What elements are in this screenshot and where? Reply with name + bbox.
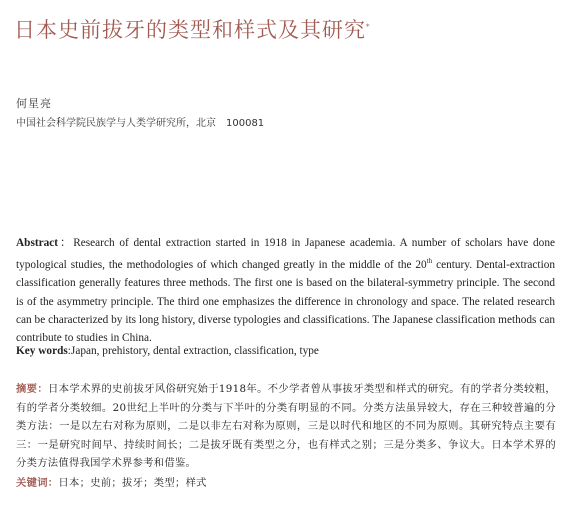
english-keywords-separator: : (67, 345, 71, 357)
english-abstract-text-part1: Research of dental extraction started in 1918 in Japanese academia. A number of scholars have done typological studies, the methodologies of which changed greatly in the middle of the 20 (16, 237, 555, 272)
english-keywords-label: Key words (16, 345, 68, 357)
english-abstract-separator: ： (58, 237, 74, 249)
article-title-text: 日本史前拔牙的类型和样式及其研究 (14, 18, 366, 42)
chinese-abstract-separator: ： (37, 383, 49, 395)
title-footnote-marker: * (366, 23, 371, 31)
chinese-keywords-label: 关键词 (16, 477, 48, 489)
english-keywords (16, 343, 555, 359)
author-name: 何星亮 (16, 97, 52, 110)
chinese-keywords-separator: ： (47, 477, 59, 489)
english-abstract (16, 234, 555, 348)
author-affiliation: 中国社会科学院民族学与人类学研究所，北京 100081 (16, 118, 265, 129)
chinese-abstract-text: 日本学术界的史前拔牙风俗研究始于1918年。不少学者曾从事拔牙类型和样式的研究。有的学者分类较粗，有的学者分类较细。20世纪上半叶的分类与下半叶的分类有明显的不同。分类方法虽异较大，存在三种较普遍的分类方法：一是以左右对称为原则，二是以非左右对称为原则，三是以时代和地区的不同为原则。其研究特点主要有三：一是研究时间早、持续时间长；二是拔牙既有类型之分，也有样式之别；三是分类多、争议大。日本学术界的分类方法值得我国学术界参考和借鉴。 (16, 383, 556, 469)
chinese-keywords-text: 日本；史前；拔牙；类型；样式 (58, 477, 207, 489)
english-abstract-label: Abstract (16, 237, 59, 249)
english-keywords-text: Japan, prehistory, dental extraction, classification, type (70, 345, 319, 357)
article-title (14, 14, 371, 44)
chinese-abstract (16, 380, 556, 473)
english-abstract-superscript: th (426, 257, 433, 266)
english-abstract-text-part2: century. Dental-extraction classification generally features three methods. The first one is based on the bilateral-symmetry principle. The second is of the asymmetry principle. The third one emphasizes the difference in chronology and space. The related research can be characterized by its long history, diverse typologies and classifications. The Japanese classification methods can contribute to studies in China. (16, 259, 556, 345)
chinese-keywords (16, 475, 556, 491)
chinese-abstract-label: 摘要 (16, 383, 38, 395)
